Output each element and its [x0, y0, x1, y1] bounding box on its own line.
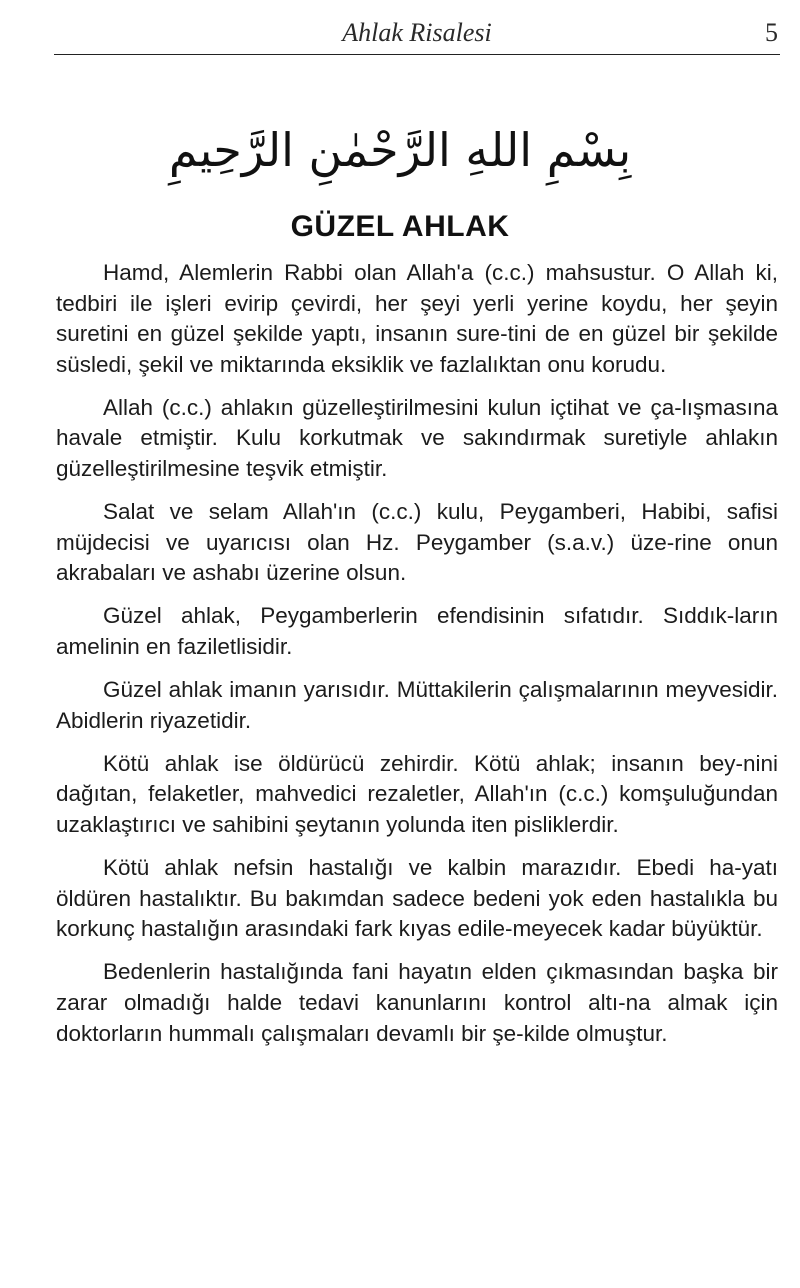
paragraph: Güzel ahlak imanın yarısıdır. Müttakilerin çalışmalarının meyvesidir. Abidlerin riyazetidir.	[56, 677, 778, 733]
paragraph: Bedenlerin hastalığında fani hayatın elden çıkmasından başka bir zarar olmadığı halde tedavi kanunlarını kontrol altı-na almak için doktorların hummalı çalışmaları devamlı bir şe-kilde olmuştur.	[56, 959, 778, 1046]
book-title: Ahlak Risalesi	[342, 18, 492, 47]
page-number: 5	[765, 18, 778, 47]
paragraph: Güzel ahlak, Peygamberlerin efendisinin sıfatıdır. Sıddık-ların amelinin en faziletlisidir.	[56, 603, 778, 660]
chapter-title: GÜZEL AHLAK	[290, 210, 510, 243]
paragraph: Hamd, Alemlerin Rabbi olan Allah'a (c.c.) mahsustur. O Allah ki, tedbiri ile işleri evirip çevirdi, her şeyi yerli yerine koydu, her şeyin suretini en güzel şekilde yaptı, insanın sure-tini de en güzel bir şekilde süsledi, şekil ve miktarında eksiklik ve fazlalıktan onu korudu.	[56, 260, 778, 377]
paragraph: Allah (c.c.) ahlakın güzelleştirilmesini kulun içtihat ve ça-lışmasına havale etmiştir. Kulu korkutmak ve sakındırmak suretiyle ahlakın güzelleştirilmesine teşvik etmiştir.	[56, 394, 778, 482]
running-header	[54, 16, 780, 55]
body-text	[56, 258, 778, 1062]
basmala-calligraphy: بِسْمِ اللهِ الرَّحْمٰنِ الرَّحِيمِ	[168, 123, 632, 177]
paragraph: Kötü ahlak nefsin hastalığı ve kalbin marazıdır. Ebedi ha-yatı öldüren hastalıktır. Bu bakımdan sadece bedeni yok eden hastalıkla bu korkunç hastalığın arasındaki fark kıyas edile-meyecek kadar büyüktür.	[56, 855, 778, 942]
paragraph: Kötü ahlak ise öldürücü zehirdir. Kötü ahlak; insanın bey-nini dağıtan, felaketler, mahvedici rezaletler, Allah'ın (c.c.) komşuluğundan uzaklaştırıcı ve sahibini şeytanın yolunda iten pisliklerdir.	[56, 750, 778, 837]
paragraph: Salat ve selam Allah'ın (c.c.) kulu, Peygamberi, Habibi, safisi müjdecisi ve uyarıcısı olan Hz. Peygamber (s.a.v.) üze-rine onun akrabaları ve ashabı üzerine olsun.	[56, 499, 778, 586]
